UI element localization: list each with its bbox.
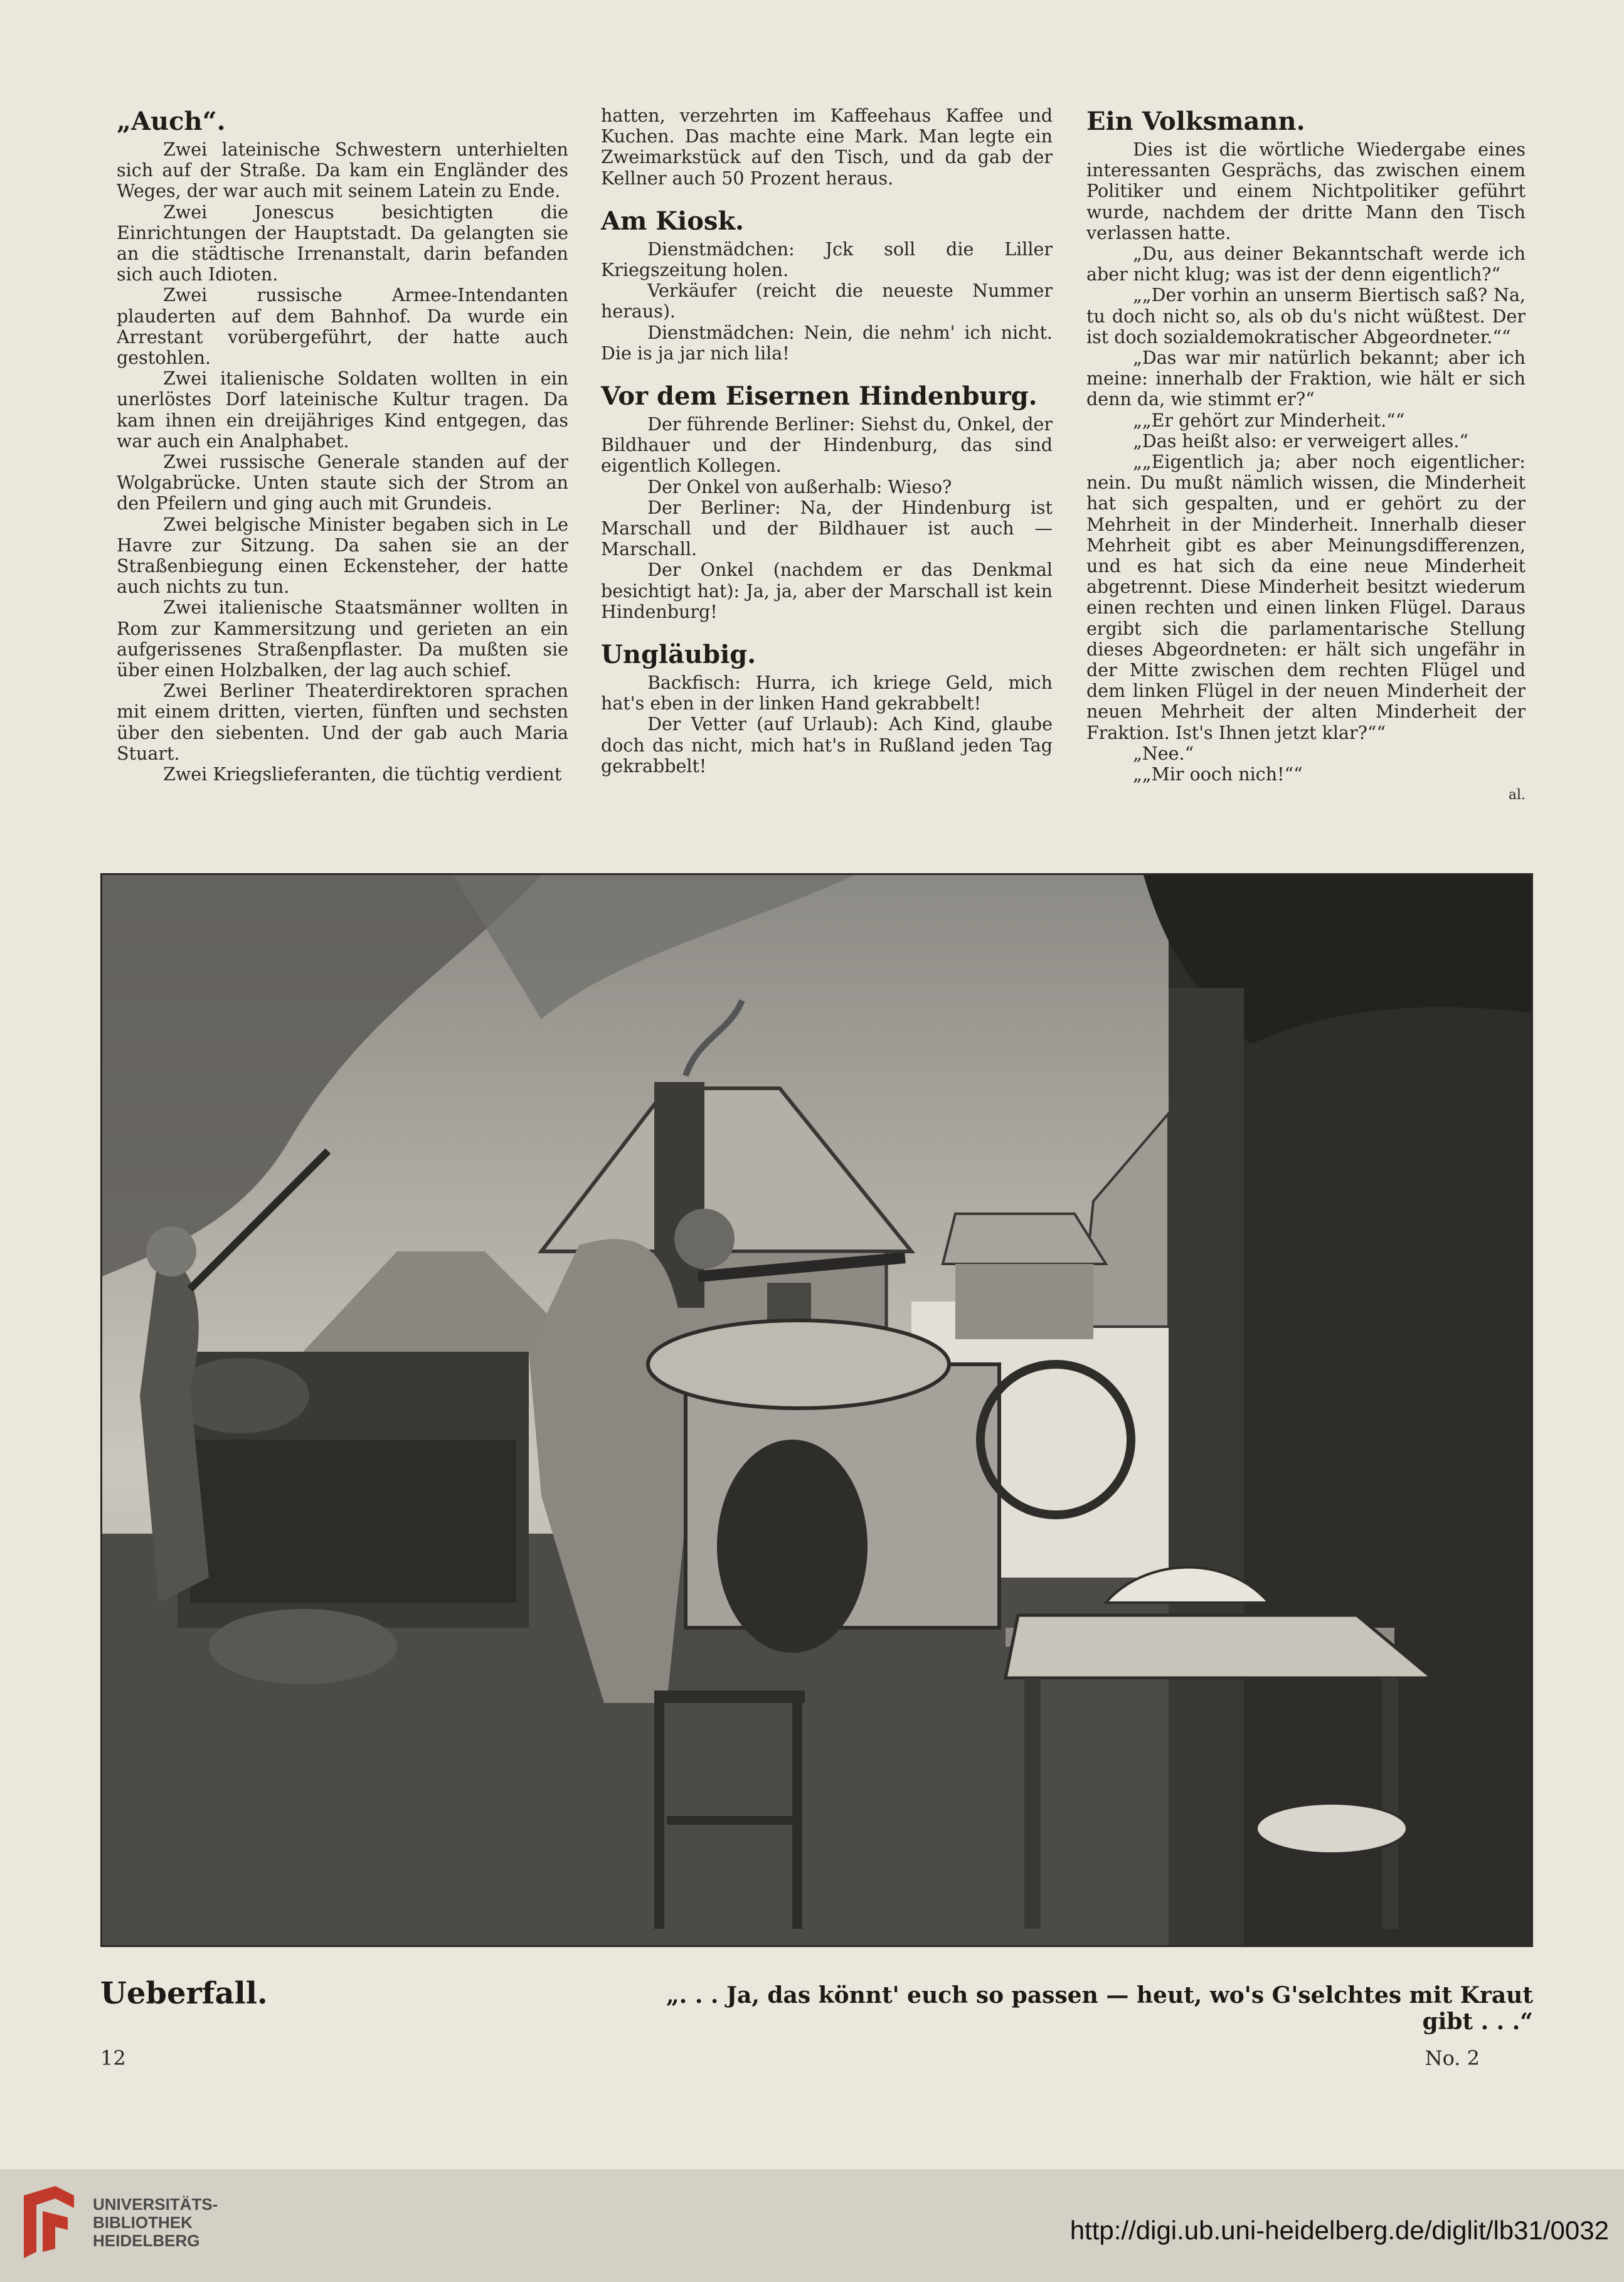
article-paragraph: „„Er gehört zur Minderheit.““: [1133, 410, 1405, 431]
illustration-caption-quote: „. . . Ja, das könnt' euch so passen — heut, wo's G'selchtes mit Kraut gibt . . .“: [666, 1982, 1533, 2035]
logo-line: BIBLIOTHEK: [93, 2213, 193, 2232]
article-paragraph: Der Onkel von außerhalb: Wieso?: [647, 476, 952, 497]
article-paragraph: Dienstmädchen: Nein, die nehm' ich nicht. Die is ja jar nich lila!: [601, 322, 1053, 364]
article-paragraph: „Nee.“: [1133, 743, 1194, 764]
article-continuation: hatten, verzehrten im Kaffeehaus Kaffee und Kuchen. Das machte eine Mark. Man legte ein Zweimarkstück auf den Tisch, und da gab der Kellner auch 50 Prozent heraus.: [601, 105, 1053, 189]
article-paragraph: Zwei italienische Staatsmänner wollten in Rom zur Kammersitzung und gerieten an ein aufgerissenes Straßenpflaster. Da mußten sie über einen Holzbalken, der lag auch schief.: [117, 597, 568, 681]
column-right: [1086, 105, 1526, 806]
article-paragraph: Zwei italienische Soldaten wollten in ein unerlöstes Dorf lateinische Kultur tragen. Da kam ihnen ein dreijähriges Kind entgegen, das war auch ein Analphabet.: [117, 368, 568, 452]
article-title-kiosk: Am Kiosk.: [601, 206, 745, 236]
article-paragraph: Zwei Jonescus besichtigten die Einrichtungen der Hauptstadt. Da gelangten sie an die städtische Irrenanstalt, darin befanden sich auch Idioten.: [117, 201, 568, 285]
article-paragraph: Zwei belgische Minister begaben sich in Le Havre zur Sitzung. Da sahen sie an der Straßenbiegung einen Eckensteher, der hatte auch nichts zu tun.: [117, 514, 568, 598]
issue-number: No. 2: [1425, 2046, 1480, 2070]
column-left: [117, 105, 568, 785]
article-paragraph: Der Onkel (nachdem er das Denkmal besichtigt hat): Ja, ja, aber der Marschall ist kein Hindenburg!: [601, 560, 1053, 622]
article-paragraph: Der Vetter (auf Urlaub): Ach Kind, glaube doch das nicht, mich hat's in Rußland jeden Tag gekrabbelt!: [601, 714, 1053, 777]
source-url-link[interactable]: http://digi.ub.uni-heidelberg.de/diglit/lb31/0032: [1069, 2216, 1609, 2245]
article-signature: al.: [1508, 787, 1526, 804]
illustration-ueberfall: [100, 873, 1533, 1947]
library-logo-icon: [18, 2183, 80, 2267]
article-paragraph: „Du, aus deiner Bekanntschaft werde ich aber nicht klug; was ist der denn eigentlich?“: [1086, 243, 1526, 285]
article-paragraph: Zwei Kriegslieferanten, die tüchtig verdient: [163, 764, 562, 785]
page-number: 12: [100, 2046, 126, 2070]
article-paragraph: Zwei russische Generale standen auf der Wolgabrücke. Unten staute sich der Strom an den Pfeilern und ging auch mit Grundeis.: [117, 452, 568, 514]
viewer-footer: [0, 2169, 1624, 2282]
article-paragraph: Dies ist die wörtliche Wiedergabe eines interessanten Gesprächs, das zwischen einem Politiker und einem Nichtpolitiker geführt wurde, nachdem der dritte Mann den Tisch verlassen hatte.: [1086, 139, 1526, 243]
article-paragraph: Backfisch: Hurra, ich kriege Geld, mich hat's eben in der linken Hand gekrabbelt!: [601, 672, 1053, 714]
article-paragraph: „„Der vorhin an unserm Biertisch saß? Na, tu doch nicht so, als ob du's nicht wüßtest. Der ist doch sozialdemokratischer Abgeordneter.““: [1086, 285, 1526, 348]
article-paragraph: Zwei Berliner Theaterdirektoren sprachen mit einem dritten, vierten, fünften und sechsten über den siebenten. Und der gab auch Maria Stuart.: [117, 681, 568, 764]
article-title-hindenburg: Vor dem Eisernen Hindenburg.: [601, 381, 1038, 411]
article-title-auch: „Auch“.: [117, 107, 226, 136]
article-paragraph: Der Berliner: Na, der Hindenburg ist Marschall und der Bildhauer ist auch — Marschall.: [601, 497, 1053, 560]
article-paragraph: Der führende Berliner: Siehst du, Onkel, der Bildhauer und der Hindenburg, das sind eigentlich Kollegen.: [601, 414, 1053, 477]
article-paragraph: „Das war mir natürlich bekannt; aber ich meine: innerhalb der Fraktion, wie hält er sich denn da, wie stimmt er?“: [1086, 348, 1526, 410]
article-paragraph: Zwei russische Armee-Intendanten plauderten auf dem Bahnhof. Da wurde ein Arrestant vorübergeführt, der hatte auch gestohlen.: [117, 285, 568, 369]
article-title-volksmann: Ein Volksmann.: [1086, 107, 1305, 136]
article-paragraph: Dienstmädchen: Jck soll die Liller Kriegszeitung holen.: [601, 238, 1053, 281]
logo-line: HEIDELBERG: [93, 2231, 200, 2250]
article-paragraph: Zwei lateinische Schwestern unterhielten sich auf der Straße. Da kam ein Engländer des Weges, der war auch mit seinem Latein zu Ende.: [117, 139, 568, 202]
article-paragraph: „Das heißt also: er verweigert alles.“: [1133, 430, 1468, 452]
article-paragraph: „„Mir ooch nich!““: [1133, 764, 1303, 785]
article-title-unglaeubig: Ungläubig.: [601, 640, 756, 670]
illustration-caption-title: Ueberfall.: [100, 1976, 268, 2011]
logo-line: UNIVERSITÄTS-: [93, 2195, 218, 2214]
article-paragraph: Verkäufer (reicht die neueste Nummer heraus).: [601, 280, 1053, 322]
article-paragraph: „„Eigentlich ja; aber noch eigentlicher: nein. Du mußt nämlich wissen, die Minderheit hat sich gespalten, und er gehört zu der Mehrheit in der Minderheit. Innerhalb dieser Mehrheit gibt es aber Meinungsdifferenzen, und es hat sich da eine neue Minderheit abgetrennt. Diese Minderheit besitzt wiederum einen rechten und einen linken Flügel. Daraus ergibt sich die parlamentarische Stellung dieses Abgeordneten: er hält sich ungefähr in der Mitte zwischen dem rechten Flügel und dem linken Flügel in der neuen Minderheit der neuen Mehrheit der alten Minderheit der Fraktion. Ist's Ihnen jetzt klar?““: [1086, 452, 1526, 743]
library-logo-text: [93, 2195, 218, 2250]
column-middle: [601, 105, 1053, 777]
